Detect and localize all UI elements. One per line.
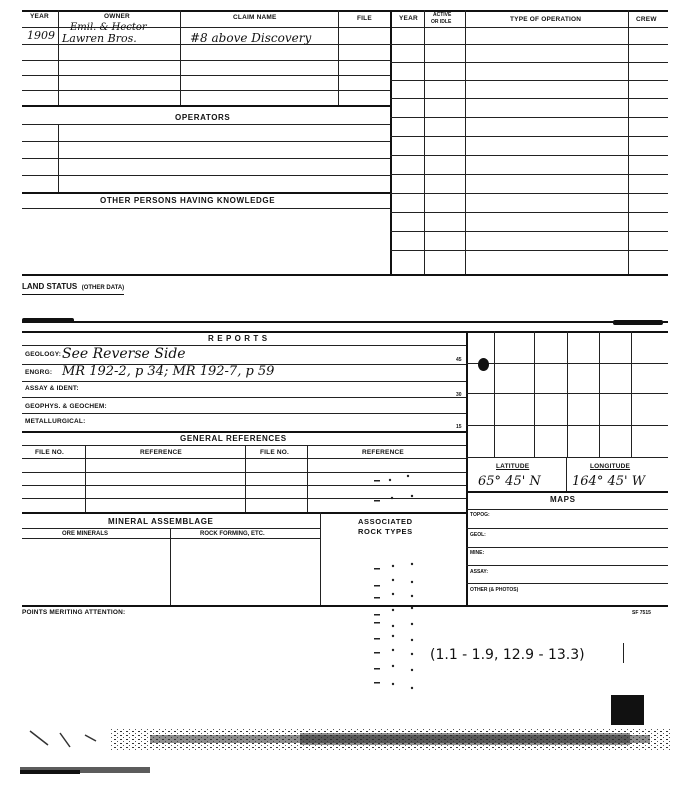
form-number: SF 7515 [632,610,651,616]
operators-heading: OPERATORS [175,113,231,122]
margin-15: 15 [456,424,462,430]
rock-types-heading: ROCK TYPES [358,527,413,536]
geophys-label: GEOPHYS. & GEOCHEM: [25,403,107,410]
header-active: ACTIVE [433,12,452,18]
ref-file-no: FILE NO. [35,449,65,456]
latitude-label: LATITUDE [496,463,530,470]
header-idle: OR IDLE [431,19,452,25]
geology-value: See Reverse Side [62,346,186,362]
latitude-value: 65° 45' N [478,474,541,489]
points-meriting-label: POINTS MERITING ATTENTION: [22,609,126,616]
claim-owner-top: Emil. & Hector [70,22,147,33]
header-file: FILE [357,15,372,22]
associated-heading: ASSOCIATED [358,517,413,526]
land-status-label: LAND STATUS [22,282,78,291]
location-dot [478,358,489,371]
engrg-label: ENGRG: [25,369,53,376]
claim-year: 1909 [27,29,55,42]
reports-heading: R E P O R T S [208,334,268,343]
maps-heading: MAPS [550,495,576,504]
header-type-of-operation: TYPE OF OPERATION [510,16,582,23]
dot-marks [360,470,440,700]
ref-reference: REFERENCE [140,449,182,456]
mineral-assemblage-heading: MINERAL ASSEMBLAGE [108,517,214,526]
geology-label: GEOLOGY: [25,351,62,358]
general-references-heading: GENERAL REFERENCES [180,434,287,443]
maps-assay: ASSAY: [470,569,489,575]
longitude-value: 164° 45' W [572,474,646,489]
margin-30: 30 [456,392,462,398]
maps-other: OTHER (& PHOTOS) [470,587,519,593]
engrg-value: MR 192-2, p 34; MR 192-7, p 59 [62,364,275,379]
maps-mine: MINE: [470,550,485,556]
scan-noise [0,715,678,804]
margin-45: 45 [456,357,462,363]
ore-minerals-label: ORE MINERALS [62,531,109,537]
claim-name-entry: #8 above Discovery [190,31,312,45]
other-persons-heading: OTHER PERSONS HAVING KNOWLEDGE [100,196,276,205]
header-year-right: YEAR [399,15,418,22]
header-claim-name: CLAIM NAME [233,14,277,21]
claim-owner-bottom: Lawren Bros. [62,32,137,45]
header-crew: CREW [636,16,657,23]
location-grid [466,331,668,457]
ref-reference-2: REFERENCE [362,449,404,456]
land-status [22,276,124,295]
ref-file-no-2: FILE NO. [260,449,290,456]
longitude-label: LONGITUDE [590,463,631,470]
land-status-sub: (OTHER DATA) [81,285,125,291]
rock-forming-label: ROCK FORMING, ETC. [200,531,265,537]
maps-topog: TOPOG: [470,512,490,518]
metallurgical-label: METALLURGICAL: [25,418,86,425]
assay-label: ASSAY & IDENT: [25,385,79,392]
header-owner: OWNER [104,13,130,20]
header-year: YEAR [30,13,49,20]
maps-geol: GEOL: [470,532,486,538]
handwritten-annotation: (1.1 - 1.9, 12.9 - 13.3) [430,647,585,663]
